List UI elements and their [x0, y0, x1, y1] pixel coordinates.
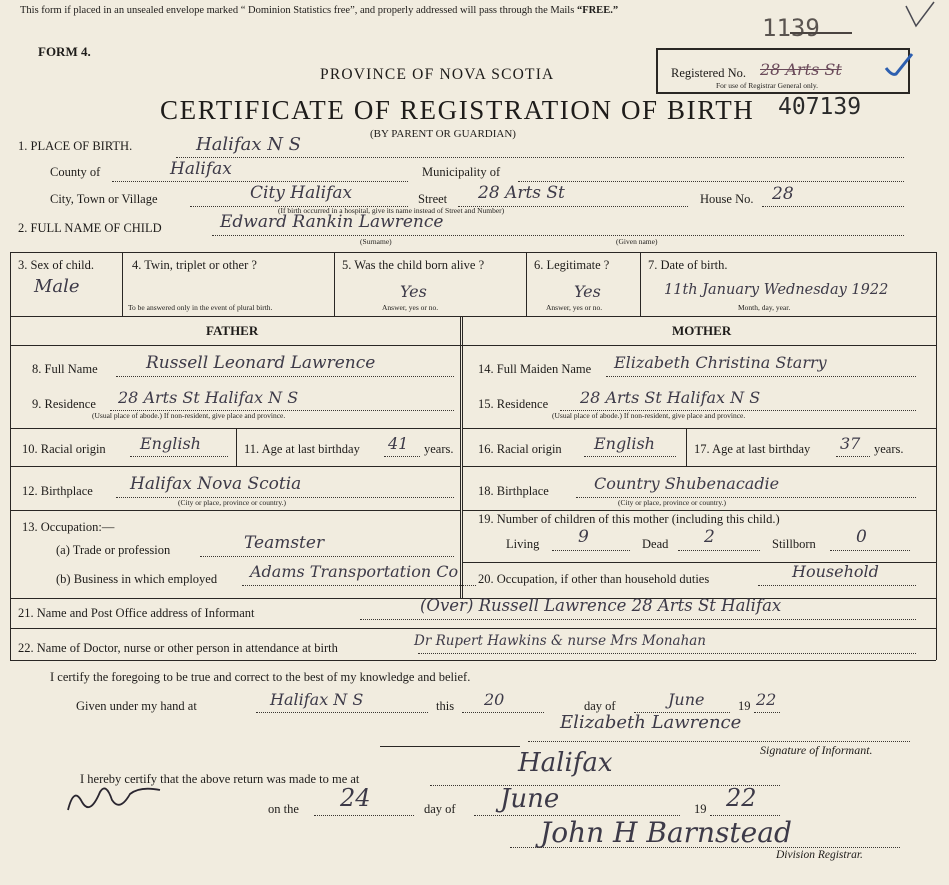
mother-name-label: 14. Full Maiden Name	[478, 362, 592, 376]
mother-birthplace-label: 18. Birthplace	[478, 484, 549, 498]
mother-age-label: 17. Age at last birthday	[694, 442, 811, 456]
municipality-line	[518, 181, 904, 182]
given-year-value: 22	[756, 690, 777, 709]
rule-center	[460, 316, 463, 598]
given-day-of: day of	[584, 699, 616, 713]
mother-occupation-line	[758, 585, 916, 586]
registrar-on-the: on the	[268, 802, 299, 816]
mother-rule-1	[462, 428, 936, 429]
registrar-day-line	[314, 815, 414, 816]
father-age-divider	[236, 428, 237, 466]
stamp-strike	[790, 32, 852, 34]
twin-label: 4. Twin, triplet or other ?	[132, 258, 257, 272]
division-registrar-label: Division Registrar.	[776, 849, 863, 861]
legit-label: 6. Legitimate ?	[534, 258, 610, 272]
given-day-value: 20	[484, 690, 505, 709]
registrar-place-value: Halifax	[518, 748, 613, 778]
father-rule-1	[10, 428, 460, 429]
registrar-initials-icon	[60, 780, 170, 820]
province-heading: PROVINCE OF NOVA SCOTIA	[320, 66, 555, 83]
mother-racial-label: 16. Racial origin	[478, 442, 562, 456]
registered-label: Registered No.	[671, 66, 746, 80]
mother-birthplace-value: Country Shubenacadie	[594, 474, 780, 493]
informant-signature: Elizabeth Lawrence	[560, 712, 742, 733]
place-of-birth-value: Halifax N S	[196, 134, 302, 155]
dead-value: 2	[704, 527, 715, 547]
house-value: 28	[772, 184, 794, 204]
mother-racial-line	[584, 456, 676, 457]
father-name-line	[116, 376, 454, 377]
doctor-line	[418, 653, 916, 654]
given-place-value: Halifax N S	[270, 690, 364, 709]
signature-line	[528, 741, 910, 742]
registrar-year-prefix: 19	[694, 802, 707, 816]
father-birthplace-note: (City or place, province or country.)	[178, 498, 287, 507]
father-name-label: 8. Full Name	[32, 362, 98, 376]
given-label: Given under my hand at	[76, 699, 197, 713]
signature-informant-label: Signature of Informant.	[760, 743, 873, 757]
father-birthplace-label: 12. Birthplace	[22, 484, 93, 498]
informant-label: 21. Name and Post Office address of Informant	[18, 606, 255, 620]
rule-col-b	[334, 252, 335, 316]
given-this: this	[436, 699, 455, 713]
doctor-label: 22. Name of Doctor, nurse or other person in attendance at birth	[18, 641, 338, 655]
registrar-signature-line	[510, 847, 900, 848]
certificate-subtitle: (BY PARENT OR GUARDIAN)	[370, 128, 516, 140]
father-trade-label: (a) Trade or profession	[56, 543, 171, 557]
mother-age-line	[836, 456, 870, 457]
stamp-number: 1139	[762, 14, 820, 42]
county-value: Halifax	[170, 159, 232, 179]
rule-left	[10, 252, 11, 660]
certificate-title: CERTIFICATE OF REGISTRATION OF BIRTH	[160, 95, 755, 125]
stillborn-label: Stillborn	[772, 537, 816, 551]
street-note: (If birth occurred in a hospital, give its name instead of Street and Number)	[278, 206, 505, 215]
county-label: County of	[50, 165, 101, 179]
certificate-number: 407139	[778, 94, 862, 120]
given-name-caption: (Given name)	[616, 237, 658, 246]
certify-statement: I certify the foregoing to be true and correct to the best of my knowledge and belief.	[50, 670, 471, 684]
registrar-certify: I hereby certify that the above return was made to me at	[80, 772, 360, 786]
doctor-value: Dr Rupert Hawkins & nurse Mrs Monahan	[414, 633, 707, 649]
check-mark-icon	[900, 0, 940, 32]
mother-occupation-value: Household	[792, 562, 879, 581]
sex-label: 3. Sex of child.	[18, 258, 95, 272]
child-name-value: Edward Rankin Lawrence	[220, 212, 444, 232]
mother-racial-value: English	[594, 434, 655, 453]
father-rule-3	[10, 510, 460, 511]
signature-line-left	[380, 746, 520, 747]
given-place-line	[256, 712, 428, 713]
father-trade-value: Teamster	[244, 533, 325, 553]
rule-doctor	[10, 660, 936, 661]
postal-notice: This form if placed in an unsealed envelope marked “ Dominion Statistics free”, and properly addressed will pass through the Mails “FREE.”	[20, 5, 619, 16]
rule-informant	[10, 628, 936, 629]
house-label: House No.	[700, 192, 754, 206]
registrar-day-value: 24	[340, 784, 371, 812]
rule-top	[10, 252, 936, 253]
county-line	[112, 181, 408, 182]
father-birthplace-value: Halifax Nova Scotia	[130, 474, 302, 494]
alive-value: Yes	[400, 282, 427, 301]
given-month-value: June	[668, 690, 705, 709]
father-header: FATHER	[206, 323, 259, 338]
mother-occupation-label: 20. Occupation, if other than household duties	[478, 572, 710, 586]
father-business-value: Adams Transportation Co	[250, 562, 459, 581]
mother-residence-value: 28 Arts St Halifax N S	[580, 388, 761, 407]
child-name-line	[212, 235, 904, 236]
surname-caption: (Surname)	[360, 237, 392, 246]
father-rule-2	[10, 466, 460, 467]
child-name-label: 2. FULL NAME OF CHILD	[18, 221, 162, 235]
dead-line	[678, 550, 760, 551]
father-racial-line	[130, 456, 228, 457]
father-racial-label: 10. Racial origin	[22, 442, 106, 456]
form-number: FORM 4.	[38, 44, 91, 59]
municipality-label: Municipality of	[422, 165, 501, 179]
living-value: 9	[578, 527, 589, 547]
father-age-value: 41	[388, 434, 409, 453]
sex-value: Male	[34, 276, 80, 297]
father-occupation-label: 13. Occupation:—	[22, 520, 115, 534]
father-years: years.	[424, 442, 454, 456]
rule-items-bottom	[10, 316, 936, 317]
registrar-day-of: day of	[424, 802, 456, 816]
twin-note: To be answered only in the event of plural birth.	[128, 303, 273, 312]
dob-value: 11th January Wednesday 1922	[664, 282, 889, 298]
mother-name-value: Elizabeth Christina Starry	[614, 353, 827, 372]
city-label: City, Town or Village	[50, 192, 158, 206]
place-of-birth-line	[176, 157, 904, 158]
father-residence-value: 28 Arts St Halifax N S	[118, 388, 299, 407]
legit-note: Answer, yes or no.	[546, 303, 603, 312]
rule-col-a	[122, 252, 123, 316]
mother-residence-note: (Usual place of abode.) If non-resident, give place and province.	[552, 411, 746, 420]
registrar-note: For use of Registrar General only.	[716, 81, 818, 90]
father-name-value: Russell Leonard Lawrence	[146, 353, 376, 373]
father-trade-line	[200, 556, 454, 557]
legit-value: Yes	[574, 282, 601, 301]
stillborn-value: 0	[856, 527, 867, 547]
street-label: Street	[418, 192, 448, 206]
father-residence-label: 9. Residence	[32, 397, 96, 411]
informant-line	[360, 619, 916, 620]
stillborn-line	[830, 550, 910, 551]
mother-name-line	[606, 376, 916, 377]
father-business-label: (b) Business in which employed	[56, 572, 218, 586]
rule-col-d	[640, 252, 641, 316]
house-line	[762, 206, 904, 207]
mother-age-value: 37	[840, 434, 861, 453]
alive-label: 5. Was the child born alive ?	[342, 258, 485, 272]
given-year-line	[754, 712, 780, 713]
street-value: 28 Arts St	[478, 183, 565, 203]
living-label: Living	[506, 537, 540, 551]
children-label: 19. Number of children of this mother (including this child.)	[478, 512, 780, 526]
registrar-signature: John H Barnstead	[540, 816, 792, 849]
father-residence-note: (Usual place of abode.) If non-resident, give place and province.	[92, 411, 286, 420]
city-value: City Halifax	[250, 183, 353, 203]
mother-birthplace-note: (City or place, province or country.)	[618, 498, 727, 507]
living-line	[552, 550, 630, 551]
place-of-birth-label: 1. PLACE OF BIRTH.	[18, 139, 133, 153]
rule-col-c	[526, 252, 527, 316]
rule-headers	[10, 345, 936, 346]
given-year-prefix: 19	[738, 699, 751, 713]
informant-value: (Over) Russell Lawrence 28 Arts St Halifax	[420, 596, 782, 615]
father-age-label: 11. Age at last birthday	[244, 442, 360, 456]
given-day-line	[462, 712, 544, 713]
alive-note: Answer, yes or no.	[382, 303, 439, 312]
registrar-year-value: 22	[726, 784, 757, 812]
mother-header: MOTHER	[672, 323, 732, 338]
mother-age-divider	[686, 428, 687, 466]
dob-label: 7. Date of birth.	[648, 258, 728, 272]
dob-note: Month, day, year.	[738, 303, 791, 312]
mother-rule-2	[462, 466, 936, 467]
mother-residence-label: 15. Residence	[478, 397, 549, 411]
father-racial-value: English	[140, 434, 201, 453]
rule-right	[936, 252, 937, 660]
blue-check-icon	[882, 50, 916, 80]
mother-years: years.	[874, 442, 904, 456]
registered-number: 28 Arts St	[760, 60, 842, 79]
father-age-line	[384, 456, 420, 457]
mother-rule-3	[462, 510, 936, 511]
father-business-line	[242, 585, 476, 586]
dead-label: Dead	[642, 537, 669, 551]
registrar-month-value: June	[500, 784, 560, 814]
